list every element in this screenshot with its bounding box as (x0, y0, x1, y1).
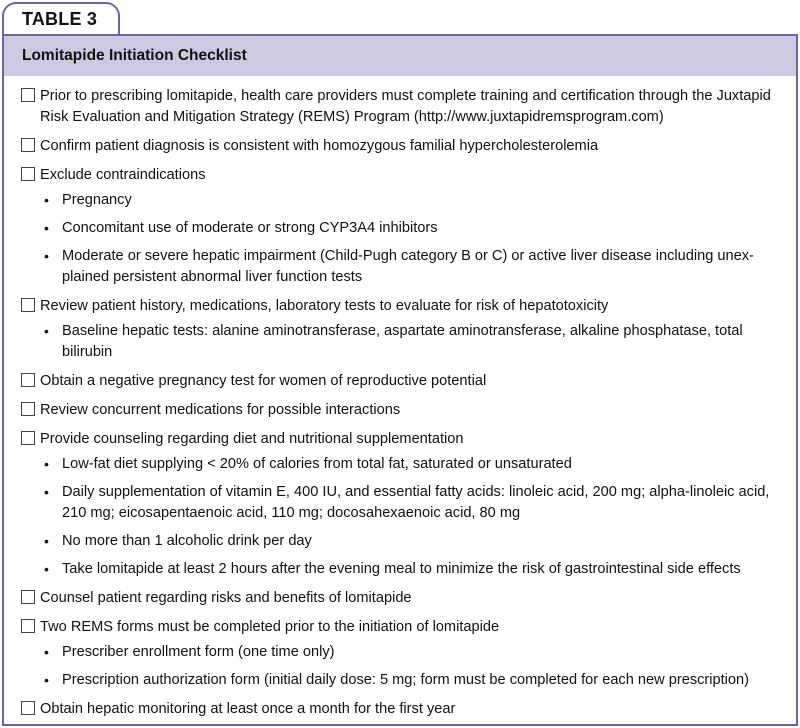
checkbox[interactable] (21, 431, 35, 445)
sub-item (40, 321, 796, 363)
checklist-item (4, 588, 796, 609)
checklist-item (4, 136, 796, 157)
checklist-item (4, 400, 796, 421)
bullet-icon: • (44, 644, 49, 660)
bullet-icon: • (44, 561, 49, 577)
sub-item (40, 218, 796, 239)
sub-item-text: Moderate or severe hepatic impairment (Child-Pugh category B or C) or active liver disease including unex-plained persistent abnormal liver function tests (62, 248, 754, 285)
table-title: Lomitapide Initiation Checklist (4, 36, 796, 76)
bullet-icon: • (44, 484, 49, 500)
sub-item-text: Daily supplementation of vitamin E, 400 IU, and essential fatty acids: linoleic acid, 200 mg; alpha-linoleic acid, 210 mg; eicosapentaenoic acid, 110 mg; docosahexaenoic acid, 80 mg (62, 484, 770, 521)
bullet-icon: • (44, 248, 49, 264)
checklist-item-text: Prior to prescribing lomitapide, health care providers must complete training and certification through the Juxtapid Risk Evaluation and Mitigation Strategy (REMS) Program (http://www.juxtapidremsprogram.com) (40, 88, 771, 125)
checkbox[interactable] (21, 167, 35, 181)
sub-list (40, 454, 796, 580)
checklist-item (4, 296, 796, 363)
sub-list (40, 190, 796, 288)
checklist-item (4, 699, 796, 720)
table-tab (2, 2, 120, 36)
sub-item (40, 531, 796, 552)
sub-item (40, 246, 796, 288)
checklist (4, 76, 796, 720)
sub-item-text: Low-fat diet supplying < 20% of calories from total fat, saturated or unsaturated (62, 456, 572, 472)
table-frame (2, 34, 798, 726)
checkbox[interactable] (21, 701, 35, 715)
checkbox[interactable] (21, 88, 35, 102)
checkbox[interactable] (21, 590, 35, 604)
checkbox[interactable] (21, 402, 35, 416)
bullet-icon: • (44, 533, 49, 549)
sub-item-text: Take lomitapide at least 2 hours after the evening meal to minimize the risk of gastrointestinal side effects (62, 561, 741, 577)
checklist-item-text: Review concurrent medications for possible interactions (40, 402, 401, 418)
checklist-item-text: Review patient history, medications, laboratory tests to evaluate for risk of hepatotoxicity (40, 298, 609, 314)
checklist-item (4, 429, 796, 580)
sub-list (40, 321, 796, 363)
checklist-item-text: Counsel patient regarding risks and benefits of lomitapide (40, 590, 412, 606)
sub-item-text: Prescription authorization form (initial daily dose: 5 mg; form must be completed for each new prescription) (62, 672, 750, 688)
checklist-item (4, 165, 796, 288)
checklist-item-text: Obtain hepatic monitoring at least once a month for the first year (40, 701, 456, 717)
sub-item-text: Baseline hepatic tests: alanine aminotransferase, aspartate aminotransferase, alkaline phosphatase, total bilirubin (62, 323, 743, 360)
checklist-item-text: Two REMS forms must be completed prior to the initiation of lomitapide (40, 619, 500, 635)
sub-item (40, 642, 796, 663)
sub-item (40, 482, 796, 524)
sub-item-text: Prescriber enrollment form (one time only) (62, 644, 335, 660)
checklist-item-text: Provide counseling regarding diet and nutritional supplementation (40, 431, 464, 447)
bullet-icon: • (44, 220, 49, 236)
checkbox[interactable] (21, 298, 35, 312)
checklist-item-text: Exclude contraindications (40, 167, 206, 183)
sub-item (40, 670, 796, 691)
bullet-icon: • (44, 192, 49, 208)
checklist-item-text: Obtain a negative pregnancy test for women of reproductive potential (40, 373, 487, 389)
checklist-item (4, 371, 796, 392)
checkbox[interactable] (21, 138, 35, 152)
checklist-item (4, 617, 796, 691)
table-label: TABLE 3 (22, 9, 98, 29)
sub-list (40, 642, 796, 691)
sub-item-text: No more than 1 alcoholic drink per day (62, 533, 312, 549)
sub-item (40, 559, 796, 580)
sub-item (40, 454, 796, 475)
sub-item (40, 190, 796, 211)
bullet-icon: • (44, 323, 49, 339)
checkbox[interactable] (21, 373, 35, 387)
checklist-item-text: Confirm patient diagnosis is consistent with homozygous familial hypercholesterolemia (40, 138, 599, 154)
sub-item-text: Concomitant use of moderate or strong CYP3A4 inhibitors (62, 220, 438, 236)
sub-item-text: Pregnancy (62, 192, 132, 208)
bullet-icon: • (44, 672, 49, 688)
checkbox[interactable] (21, 619, 35, 633)
checklist-item (4, 86, 796, 128)
bullet-icon: • (44, 456, 49, 472)
